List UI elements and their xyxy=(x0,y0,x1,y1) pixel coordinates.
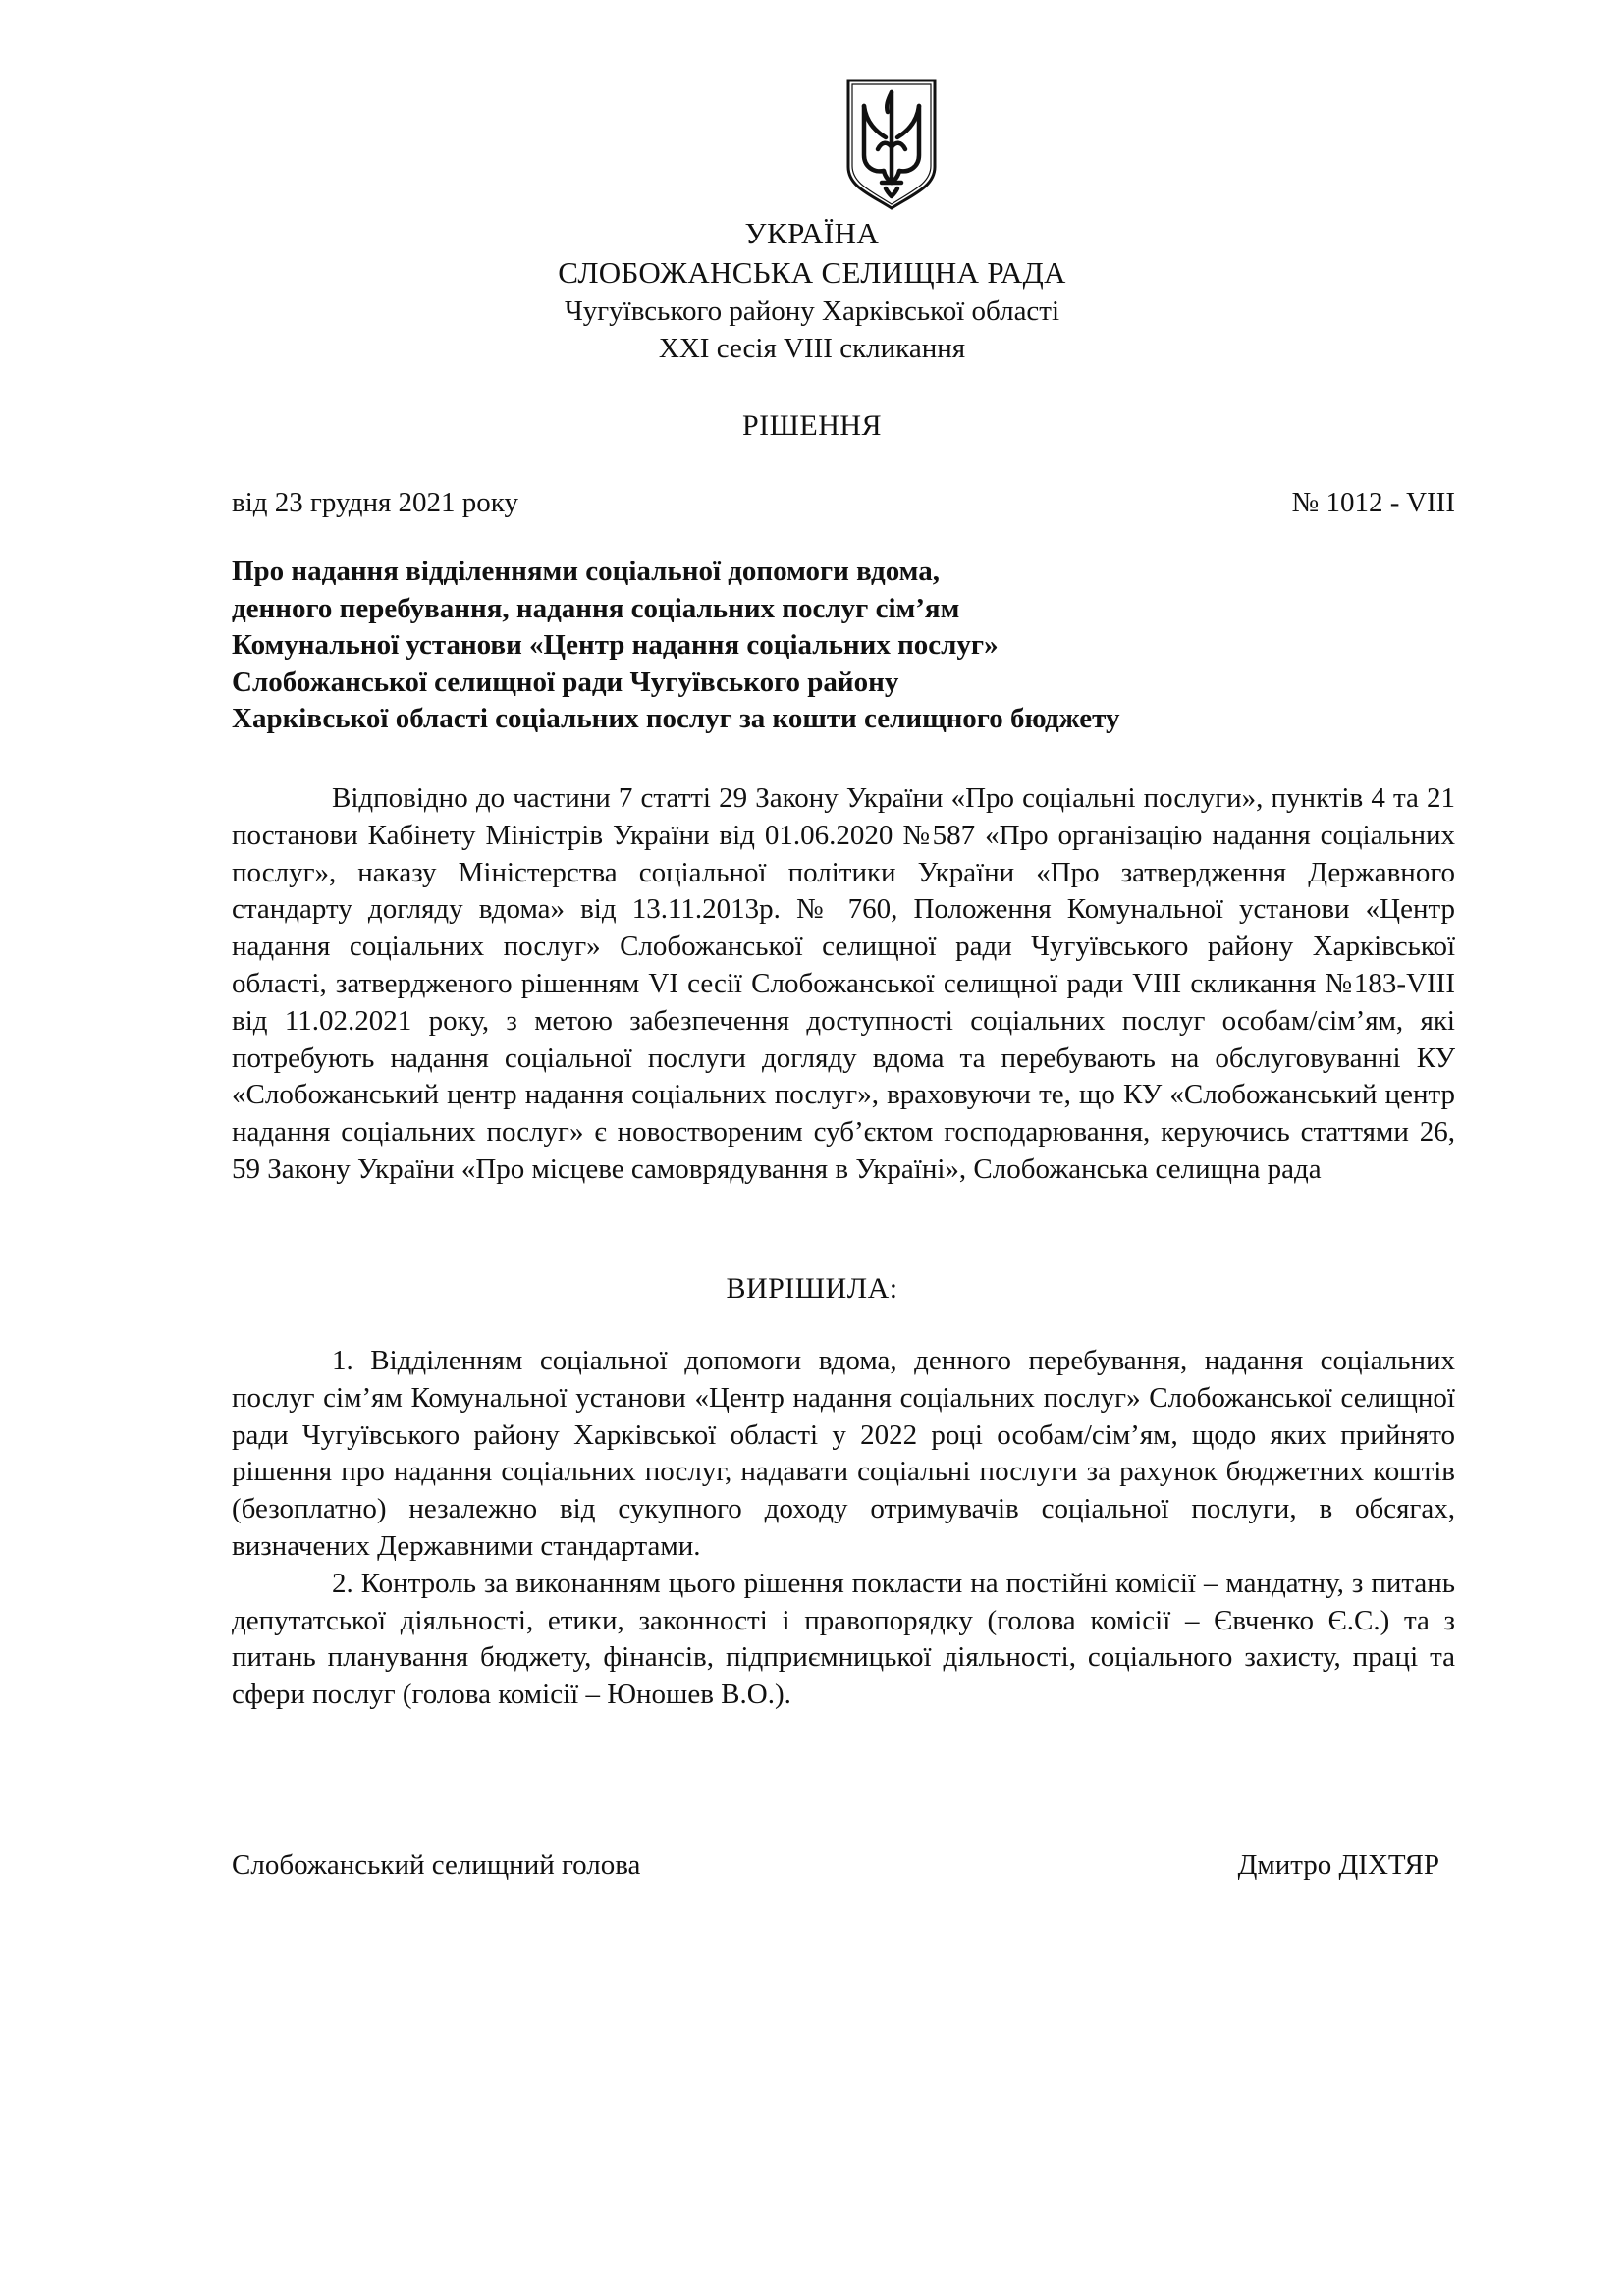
title-line: Слобожанської селищної ради Чугуївського району xyxy=(232,666,899,698)
header-session: XXI сесія VIII скликання xyxy=(658,333,966,364)
header-district: Чугуївського району Харківської області xyxy=(564,295,1060,327)
date-number-line xyxy=(232,483,1455,522)
decision-title xyxy=(232,554,1312,738)
decision-date: від 23 грудня 2021 року xyxy=(232,487,518,518)
title-line: Комунальної установи «Центр надання соціальних послуг» xyxy=(232,629,999,661)
signatory-name: Дмитро ДІХТЯР xyxy=(1237,1849,1439,1881)
title-line: денного перебування, надання соціальних послуг сім’ям xyxy=(232,592,960,624)
title-line: Харківської області соціальних послуг за кошти селищного бюджету xyxy=(232,703,1120,734)
signature-block xyxy=(232,1845,1439,1885)
signatory-role: Слобожанський селищний голова xyxy=(232,1849,641,1881)
decision-number: № 1012 - VIII xyxy=(1291,487,1455,518)
preamble-section xyxy=(232,780,1455,1189)
document-type-heading: РІШЕННЯ xyxy=(741,409,883,442)
header-council-name: СЛОБОЖАНСЬКА СЕЛИЩНА РАДА xyxy=(558,255,1066,290)
title-line: Про надання відділеннями соціальної допомоги вдома, xyxy=(232,556,940,587)
resolution-item: 2. Контроль за виконанням цього рішення покласти на постійні комісії – мандатну, з питань депутатської діяльності, етики, законності і правопорядку (голова комісії – Євченко Є.С.) та з питань планування бюджету, фінансів, підприємницької діяльності, соціального захисту, праці та сфери послуг (голова комісії – Юношев В.О.). xyxy=(232,1567,1455,1711)
preamble-paragraph: Відповідно до частини 7 статті 29 Закону України «Про соціальні послуги», пунктів 4 та 21 постанови Кабінету Міністрів України від 01.06.2020 №587 «Про організацію надання соціальних послуг», наказу Міністерства соціальної політики України «Про затвердження Державного стандарту догляду вдома» від 13.11.2013р. № 760, Положення Комунальної установи «Центр надання соціальних послуг» Слобожанської селищної ради Чугуївського району Харківської області, затвердженого рішенням VI сесії Слобожанської селищної ради VIII скликання №183-VIII від 11.02.2021 року, з метою забезпечення доступності соціальних послуг особам/сім’ям, які потребують надання соціальної послуги догляду вдома та перебувають на обслуговуванні КУ «Слобожанський центр надання соціальних послуг», враховуючи те, що КУ «Слобожанський центр надання соціальних послуг» є новоствореним суб’єктом господарювання, керуючись статтями 26, 59 Закону України «Про місцеве самоврядування в Україні», Слобожанська селищна рада xyxy=(232,782,1455,1185)
decided-heading: ВИРІШИЛА: xyxy=(726,1272,898,1305)
resolution-items xyxy=(232,1343,1455,1714)
resolution-item: 1. Відділенням соціальної допомоги вдома, денного перебування, надання соціальних послуг сім’ям Комунальної установи «Центр надання соціальних послуг» Слобожанської селищної ради Чугуївського району Харківської області у 2022 році особам/сім’ям, щодо яких прийнято рішення про надання соціальних послуг, надавати соціальні послуги за рахунок бюджетних коштів (безоплатно) незалежно від сукупного доходу отримувачів соціальної послуги, в обсягах, визначених Державними стандартами. xyxy=(232,1345,1455,1562)
ukraine-trident-emblem-icon xyxy=(842,77,941,212)
header-country: УКРАЇНА xyxy=(744,216,880,250)
